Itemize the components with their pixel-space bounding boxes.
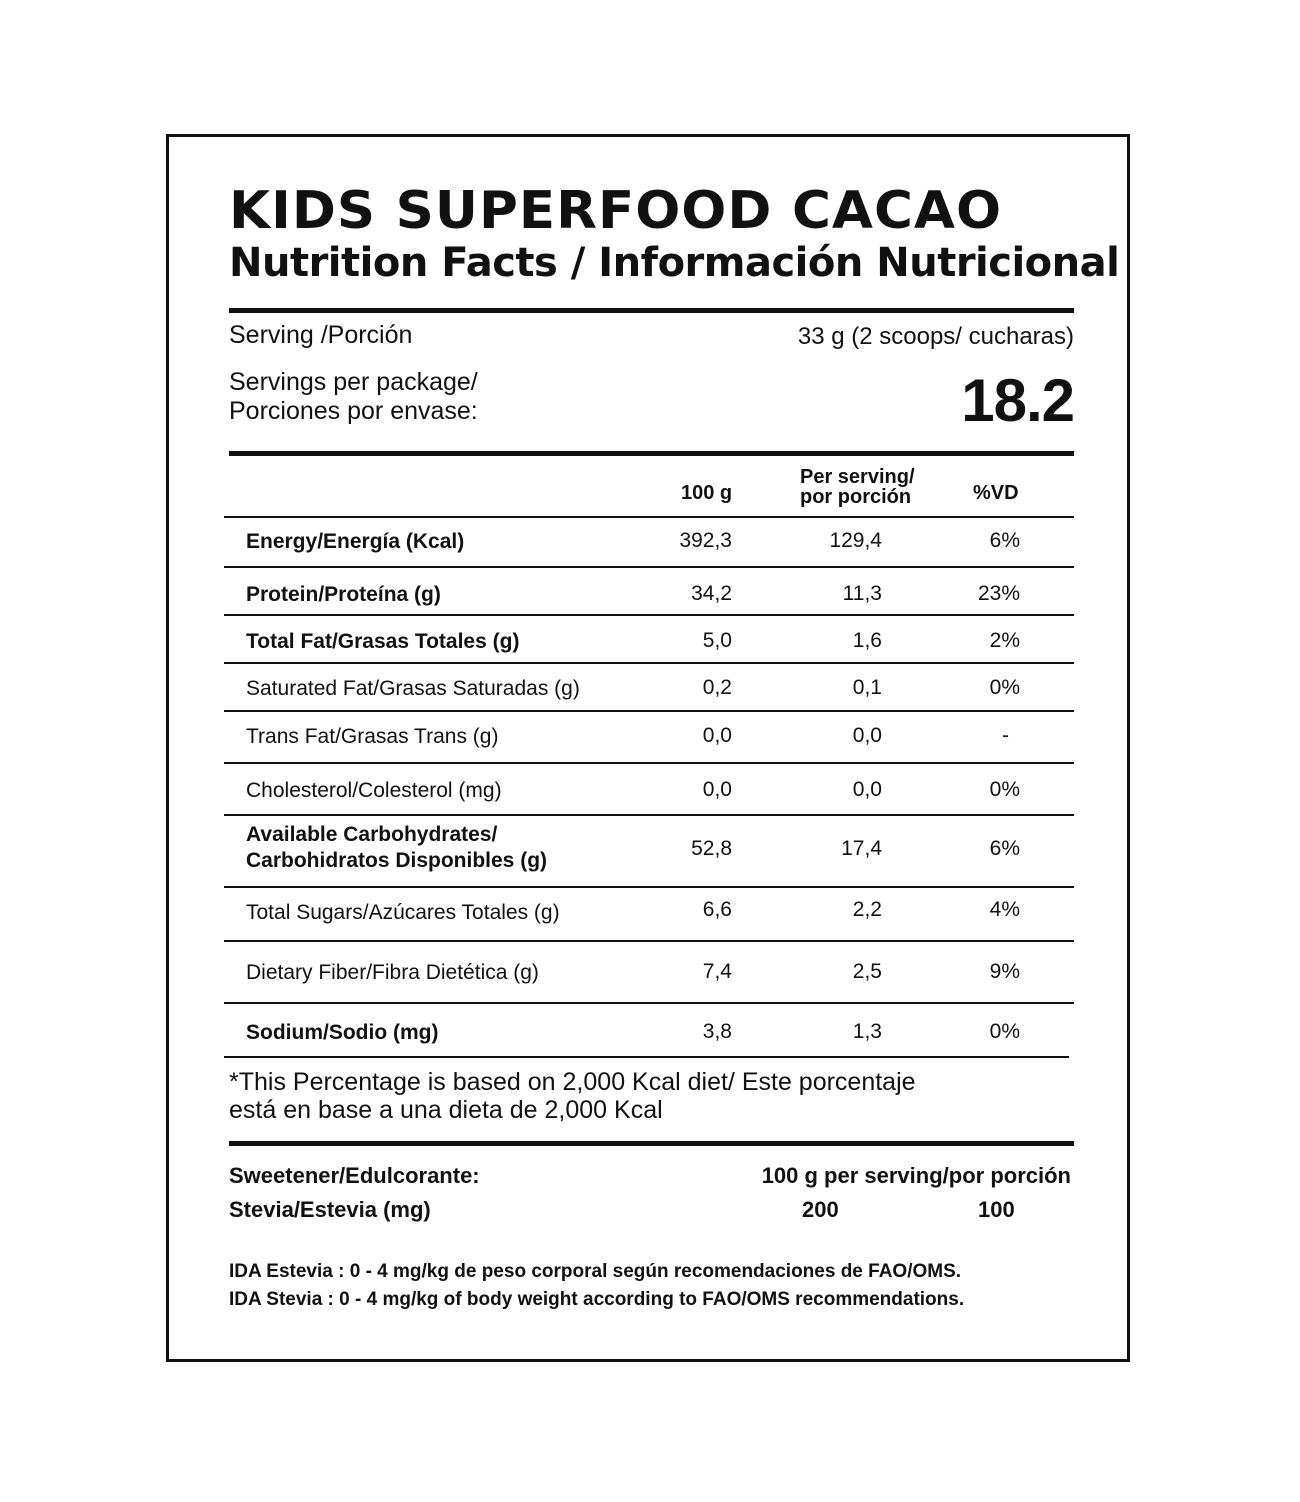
nutrient-name-protein: Protein/Proteína (g) [246, 583, 441, 606]
nutrient-name-trans-fat: Trans Fat/Grasas Trans (g) [246, 725, 499, 748]
nutrient-protein-100g: 34,2 [691, 582, 732, 605]
nutrient-cholesterol-dv: 0% [989, 778, 1020, 801]
nutrient-carbohydrates-dv: 6% [989, 837, 1020, 860]
footnote-line: *This Percentage is based on 2,000 Kcal diet/ Este porcentaje [229, 1068, 916, 1096]
nutrient-trans-fat-dv: - [1002, 724, 1009, 747]
nutrient-carbohydrates-per-serving: 17,4 [841, 837, 882, 860]
nutrient-sodium-per-serving: 1,3 [852, 1020, 882, 1043]
nutrient-trans-fat-100g: 0,0 [702, 724, 732, 747]
nutrient-name-energy: Energy/Energía (Kcal) [246, 530, 465, 553]
nutrient-protein-per-serving: 11,3 [842, 582, 882, 605]
nutrient-trans-fat-per-serving: 0,0 [852, 724, 882, 747]
title-divider [229, 308, 1074, 313]
nutrient-dietary-fiber-per-serving: 2,5 [852, 960, 882, 983]
servings-per-package-label-en: Servings per package/ [229, 368, 478, 396]
sweetener-columns-header: 100 g per serving/por porción [761, 1163, 1071, 1188]
nutrient-protein-dv: 23% [977, 582, 1020, 605]
servings-per-package-label-es: Porciones por envase: [229, 397, 478, 425]
nutrient-dietary-fiber-dv: 9% [989, 960, 1020, 983]
column-header-per-serving-es: por porción [800, 486, 912, 508]
nutrient-saturated-fat-100g: 0,2 [702, 676, 732, 699]
nutrient-name-cholesterol: Cholesterol/Colesterol (mg) [246, 779, 502, 802]
nutrient-dietary-fiber-100g: 7,4 [702, 960, 732, 983]
column-header-per-serving [800, 467, 915, 507]
nutrient-energy-dv: 6% [989, 529, 1020, 552]
footnote-line: está en base a una dieta de 2,000 Kcal [229, 1096, 663, 1124]
row-divider [224, 710, 1074, 712]
daily-value-footnote [229, 1068, 1049, 1124]
row-divider [224, 886, 1074, 888]
serving-size-label: Serving /Porción [229, 321, 413, 349]
nutrient-cholesterol-per-serving: 0,0 [852, 778, 882, 801]
row-divider [224, 516, 1074, 518]
row-divider [224, 662, 1074, 664]
sweetener-label: Sweetener/Edulcorante: [229, 1163, 480, 1188]
nutrient-name-total-fat: Total Fat/Grasas Totales (g) [246, 630, 520, 653]
stevia-per-serving-value: 100 [978, 1197, 1015, 1222]
sweetener-divider [229, 1141, 1074, 1146]
row-divider [224, 1056, 1069, 1058]
nutrient-sodium-dv: 0% [989, 1020, 1020, 1043]
product-title: KIDS SUPERFOOD CACAO [229, 181, 1003, 241]
nutrient-name-saturated-fat: Saturated Fat/Grasas Saturadas (g) [246, 677, 580, 700]
row-divider [224, 814, 1074, 816]
row-divider [224, 762, 1074, 764]
nutrient-total-sugars-100g: 6,6 [702, 898, 732, 921]
column-header-daily-value: %VD [973, 482, 1019, 504]
nutrient-total-fat-dv: 2% [989, 629, 1020, 652]
serving-size-value: 33 g (2 scoops/ cucharas) [797, 323, 1074, 350]
nutrient-name-total-sugars: Total Sugars/Azúcares Totales (g) [246, 901, 560, 924]
nutrient-energy-100g: 392,3 [679, 529, 732, 552]
nutrient-name-carbohydrates-es: Carbohidratos Disponibles (g) [246, 849, 548, 872]
nutrient-name-carbohydrates [246, 822, 666, 874]
nutrient-cholesterol-100g: 0,0 [702, 778, 732, 801]
ida-note-es: IDA Estevia : 0 - 4 mg/kg de peso corporal según recomendaciones de FAO/OMS. [229, 1261, 962, 1282]
nutrient-sodium-100g: 3,8 [702, 1020, 732, 1043]
row-divider [224, 940, 1074, 942]
nutrient-saturated-fat-per-serving: 0,1 [852, 676, 882, 699]
row-divider [224, 1002, 1074, 1004]
nutrient-carbohydrates-100g: 52,8 [691, 837, 732, 860]
nutrient-energy-per-serving: 129,4 [829, 529, 882, 552]
nutrient-name-dietary-fiber: Dietary Fiber/Fibra Dietética (g) [246, 961, 539, 984]
nutrient-total-fat-100g: 5,0 [702, 629, 732, 652]
column-header-per-serving-en: Per serving/ [800, 466, 915, 488]
nutrition-facts-title: Nutrition Facts / Información Nutricional [229, 240, 1120, 286]
servings-per-package-value: 18.2 [961, 367, 1074, 434]
nutrient-total-sugars-per-serving: 2,2 [852, 898, 882, 921]
nutrient-saturated-fat-dv: 0% [989, 676, 1020, 699]
nutrient-total-sugars-dv: 4% [989, 898, 1020, 921]
row-divider [224, 566, 1074, 568]
nutrient-name-carbohydrates-en: Available Carbohydrates/ [246, 823, 498, 846]
nutrient-name-sodium: Sodium/Sodio (mg) [246, 1021, 439, 1044]
ida-note-en: IDA Stevia : 0 - 4 mg/kg of body weight according to FAO/OMS recommendations. [229, 1289, 965, 1310]
servings-divider [229, 451, 1074, 456]
row-divider [224, 614, 1074, 616]
servings-per-package-label [229, 368, 589, 426]
nutrient-total-fat-per-serving: 1,6 [852, 629, 882, 652]
column-header-100g: 100 g [681, 482, 733, 504]
stevia-label: Stevia/Estevia (mg) [229, 1197, 431, 1222]
stevia-100g-value: 200 [802, 1197, 839, 1222]
